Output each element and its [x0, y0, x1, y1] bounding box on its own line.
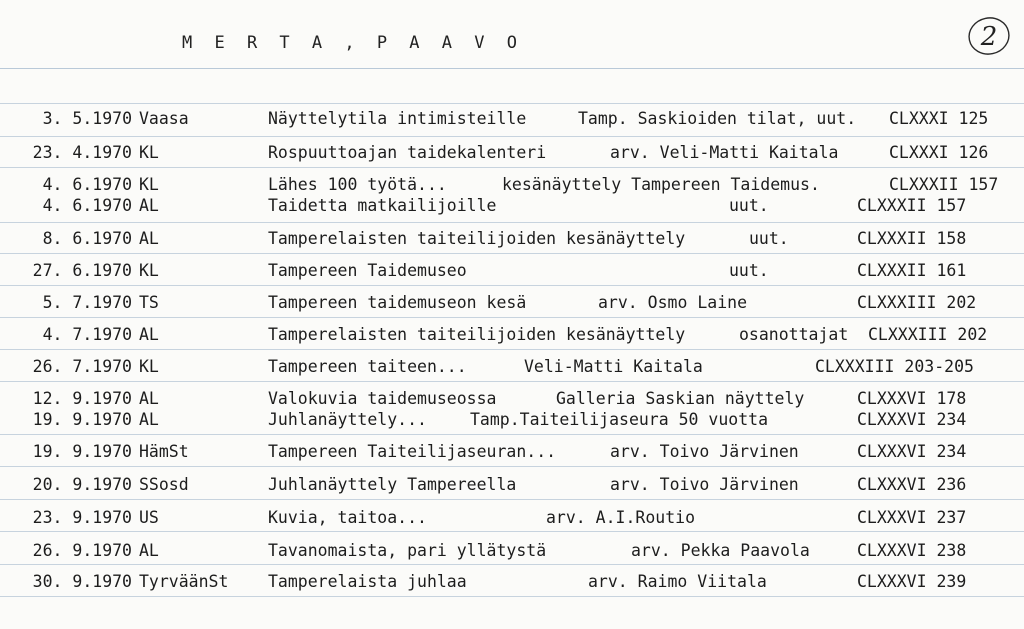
- entry-date: 4. 6.1970: [42, 196, 132, 215]
- entry-date: 5. 7.1970: [42, 293, 132, 312]
- entry-newspaper: TyrväänSt: [139, 572, 229, 591]
- entry-newspaper: HämSt: [139, 442, 189, 461]
- ruled-line: [0, 167, 1024, 168]
- entry-reference: CLXXXI 125: [889, 109, 989, 128]
- entry-date: 4. 7.1970: [42, 325, 132, 344]
- entry-note: arv. Pekka Paavola: [631, 541, 810, 560]
- entry-note: arv. Osmo Laine: [598, 293, 748, 312]
- ruled-line: [0, 103, 1024, 104]
- entry-title: Tampereen taidemuseon kesä: [268, 293, 527, 312]
- entry-reference: CLXXXII 157: [889, 175, 999, 194]
- entry-title: Tamperelaisten taiteilijoiden kesänäyttely: [268, 229, 686, 248]
- entry-title: Lähes 100 työtä...: [268, 175, 447, 194]
- entry-reference: CLXXXVI 236: [857, 475, 967, 494]
- entry-note: Tamp. Saskioiden tilat, uut.: [578, 109, 857, 128]
- entry-date: 20. 9.1970: [32, 475, 132, 494]
- entry-newspaper: TS: [139, 293, 159, 312]
- ruled-line: [0, 466, 1024, 467]
- entry-title: Tavanomaista, pari yllätystä: [268, 541, 547, 560]
- entry-title: Tampereen Taiteilijaseuran...: [268, 442, 557, 461]
- entry-date: 23. 9.1970: [32, 508, 132, 527]
- ruled-line: [0, 564, 1024, 565]
- entry-title: Tampereen taiteen...: [268, 357, 467, 376]
- entry-date: 23. 4.1970: [32, 143, 132, 162]
- entry-reference: CLXXXIII 202: [868, 325, 988, 344]
- entry-title: Tamperelaisten taiteilijoiden kesänäyttely: [268, 325, 686, 344]
- entry-title: Valokuvia taidemuseossa: [268, 389, 497, 408]
- entry-note: arv. Toivo Järvinen: [610, 475, 799, 494]
- entry-reference: CLXXXIII 202: [857, 293, 977, 312]
- entry-date: 8. 6.1970: [42, 229, 132, 248]
- circle-number-icon: [966, 14, 1012, 58]
- entry-reference: CLXXXVI 178: [857, 389, 967, 408]
- entry-newspaper: KL: [139, 143, 159, 162]
- entry-newspaper: AL: [139, 410, 159, 429]
- entry-title: Näyttelytila intimisteille: [268, 109, 527, 128]
- entry-date: 19. 9.1970: [32, 442, 132, 461]
- entry-newspaper: KL: [139, 175, 159, 194]
- entry-newspaper: AL: [139, 325, 159, 344]
- ruled-line: [0, 349, 1024, 350]
- entry-note: uut.: [749, 229, 789, 248]
- ruled-line: [0, 136, 1024, 137]
- entry-newspaper: SSosd: [139, 475, 189, 494]
- entry-title: Juhlanäyttely...: [268, 410, 427, 429]
- entry-note: Veli-Matti Kaitala: [524, 357, 703, 376]
- card-heading: M E R T A , P A A V O: [182, 33, 523, 53]
- entry-reference: CLXXXVI 234: [857, 410, 967, 429]
- ruled-line: [0, 531, 1024, 532]
- entry-newspaper: US: [139, 508, 159, 527]
- entry-note: Tamp.Taiteilijaseura 50 vuotta: [470, 410, 769, 429]
- entry-note: arv. Toivo Järvinen: [610, 442, 799, 461]
- entry-note: Galleria Saskian näyttely: [556, 389, 805, 408]
- entry-date: 3. 5.1970: [42, 109, 132, 128]
- ruled-line: [0, 381, 1024, 382]
- entry-newspaper: AL: [139, 196, 159, 215]
- entry-reference: CLXXXII 157: [857, 196, 967, 215]
- entry-note: uut.: [729, 196, 769, 215]
- entry-date: 4. 6.1970: [42, 175, 132, 194]
- entry-title: Juhlanäyttely Tampereella: [268, 475, 517, 494]
- entry-reference: CLXXXIII 203-205: [815, 357, 974, 376]
- ruled-line: [0, 499, 1024, 500]
- entry-reference: CLXXXVI 237: [857, 508, 967, 527]
- entry-newspaper: KL: [139, 261, 159, 280]
- entry-title: Kuvia, taitoa...: [268, 508, 427, 527]
- entry-newspaper: Vaasa: [139, 109, 189, 128]
- entry-note: uut.: [729, 261, 769, 280]
- entry-reference: CLXXXII 161: [857, 261, 967, 280]
- entry-date: 27. 6.1970: [32, 261, 132, 280]
- entry-date: 26. 9.1970: [32, 541, 132, 560]
- entry-reference: CLXXXVI 234: [857, 442, 967, 461]
- ruled-line: [0, 285, 1024, 286]
- ruled-line: [0, 222, 1024, 223]
- entry-reference: CLXXXVI 238: [857, 541, 967, 560]
- entry-date: 12. 9.1970: [32, 389, 132, 408]
- entry-reference: CLXXXI 126: [889, 143, 989, 162]
- entry-note: kesänäyttely Tampereen Taidemus.: [502, 175, 820, 194]
- card-number-circled: [966, 14, 1012, 58]
- entry-date: 26. 7.1970: [32, 357, 132, 376]
- entry-newspaper: AL: [139, 389, 159, 408]
- entry-note: arv. Raimo Viitala: [588, 572, 767, 591]
- entry-date: 19. 9.1970: [32, 410, 132, 429]
- ruled-line: [0, 434, 1024, 435]
- entry-title: Tamperelaista juhlaa: [268, 572, 467, 591]
- ruled-line: [0, 317, 1024, 318]
- card-number: 2: [980, 22, 998, 52]
- entry-note: arv. Veli-Matti Kaitala: [610, 143, 839, 162]
- entry-reference: CLXXXVI 239: [857, 572, 967, 591]
- header-divider: [0, 68, 1024, 69]
- entry-note: osanottajat: [739, 325, 849, 344]
- entry-newspaper: AL: [139, 541, 159, 560]
- entry-title: Tampereen Taidemuseo: [268, 261, 467, 280]
- ruled-line: [0, 253, 1024, 254]
- entry-title: Taidetta matkailijoille: [268, 196, 497, 215]
- entry-date: 30. 9.1970: [32, 572, 132, 591]
- entry-newspaper: AL: [139, 229, 159, 248]
- entry-note: arv. A.I.Routio: [546, 508, 696, 527]
- ruled-line: [0, 596, 1024, 597]
- entry-reference: CLXXXII 158: [857, 229, 967, 248]
- entry-newspaper: KL: [139, 357, 159, 376]
- entry-title: Rospuuttoajan taidekalenteri: [268, 143, 547, 162]
